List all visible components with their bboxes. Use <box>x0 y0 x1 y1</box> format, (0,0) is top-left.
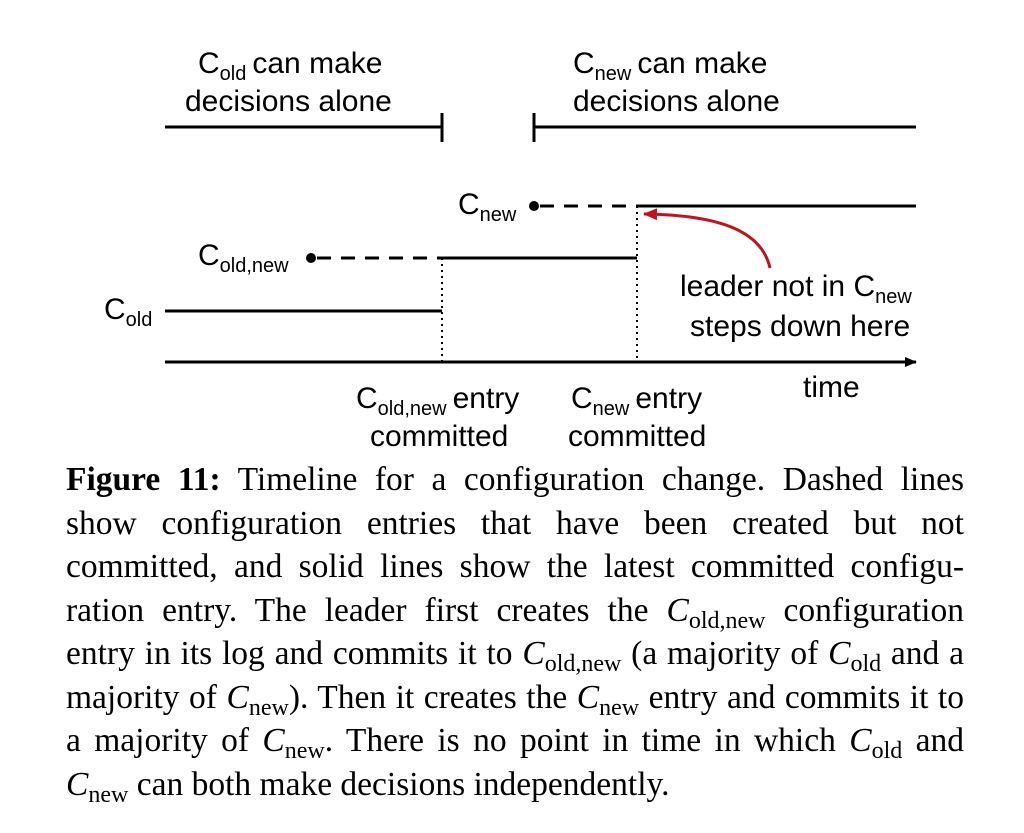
cnew-commit-label-line1: $C_{new}$ entry <box>571 382 703 420</box>
caption-text: and <box>902 722 964 759</box>
caption-text: and a majority of <box>66 635 964 716</box>
caption-text: . There is no point in time in which <box>324 722 850 759</box>
coldnew-commit-label-line1: $C_{old,new}$ entry <box>356 382 520 420</box>
caption-math: $C_{old,new}$ <box>666 591 766 634</box>
time-axis-label: time <box>803 371 860 404</box>
cnew-alone-label-line1: $C_{new}$ can make <box>573 47 768 85</box>
figure-number: Figure 11: <box>66 461 221 498</box>
caption-math: $C_{new}$ <box>66 765 129 808</box>
coldnew-created-dot <box>306 253 316 263</box>
caption-text: can both make decisions independently. <box>128 765 670 803</box>
coldnew-row-label: $C_{old,new}$ <box>198 239 289 277</box>
caption-math: $C_{new}$ <box>576 678 640 721</box>
leader-steps-down-line1: leader not in $C_{new}$ <box>680 270 912 308</box>
caption-math: $C_{new}$ <box>226 678 289 721</box>
caption-math: $C_{old}$ <box>828 635 882 678</box>
caption-text: entry and commits it to a majority of <box>66 678 964 759</box>
caption-text: ). Then it creates the <box>288 678 577 716</box>
coldnew-commit-label-line2: committed <box>370 420 509 453</box>
figure-caption <box>66 458 964 806</box>
caption-text: configuration entry in its log and commits it to <box>66 591 964 672</box>
cold-alone-label-line1: $C_{old}$ can make <box>198 47 383 85</box>
cold-alone-label-line2: decisions alone <box>185 85 392 118</box>
cnew-alone-label-line2: decisions alone <box>573 85 780 118</box>
cold-row-label: $C_{old}$ <box>104 293 153 331</box>
caption-text: (a majority of <box>621 635 829 672</box>
caption-math: $C_{new}$ <box>262 722 325 765</box>
cnew-created-dot <box>529 201 539 211</box>
caption-math: $C_{old,new}$ <box>522 635 622 678</box>
caption-text: Timeline for a configuration change. Dashed lines show configuration entries that have been created but not committed, and solid lines show the latest committed configu-ration entry. The leader first creates the <box>66 461 964 629</box>
leader-steps-down-arrow <box>644 214 770 268</box>
cnew-row-label: $C_{new}$ <box>458 188 517 226</box>
leader-steps-down-line2: steps down here <box>690 310 911 343</box>
caption-math: $C_{old}$ <box>849 722 903 765</box>
cnew-commit-label-line2: committed <box>568 420 707 453</box>
